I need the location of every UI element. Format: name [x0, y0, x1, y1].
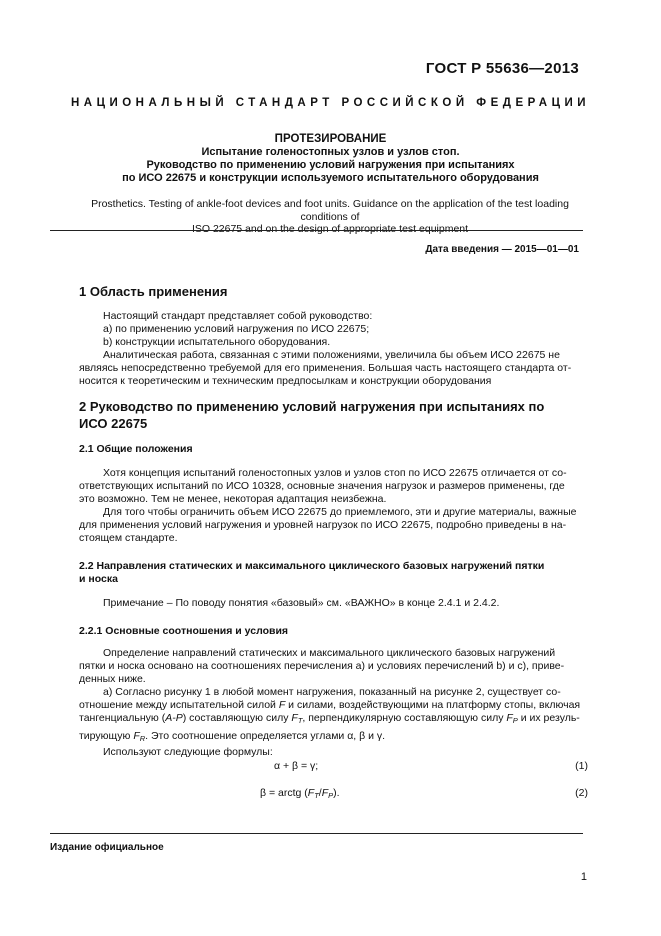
text-line: стоящем стандарте. [79, 532, 178, 544]
subsection-2-1-heading: 2.1 Общие положения [79, 443, 193, 455]
text-line: отношение между испытательной силой F и силами, воздействующими на платформу стопы, включая [79, 699, 581, 711]
title-line-3: по ИСО 22675 и конструкции используемого испытательного оборудования [122, 172, 539, 184]
title-main: ПРОТЕЗИРОВАНИЕ [274, 133, 387, 145]
text-line: b) конструкции испытательного оборудования. [103, 336, 331, 348]
subsection-2-2-1-heading: 2.2.1 Основные соотношения и условия [79, 625, 289, 637]
text-line: тангенциальную (A-P) составляющую силу $F_T$, перпендикулярную составляющую силу $F_P$ и их резуль- [79, 712, 580, 725]
title-divider [50, 230, 583, 231]
text-line: Настоящий стандарт представляет собой руководство: [103, 310, 373, 322]
formula-1: α + β = γ; [274, 760, 319, 772]
section-1-paragraph [79, 310, 584, 388]
text-line: Определение направлений статических и максимального циклического базовых нагружений [103, 647, 556, 659]
text-line: носится к теоретическим и техническим предпосылкам и конструкции оборудования [79, 375, 492, 387]
english-title-line-1: Prosthetics. Testing of ankle-foot devices and foot units. Guidance on the application of the test loading conditions of [91, 198, 569, 223]
text-line: пятки и носка основано на соотношениях перечисления a) и условиях перечислений b) и c), приве- [79, 660, 565, 672]
formula-2-number: (2) [575, 787, 588, 799]
formulas-intro: Используют следующие формулы: [103, 746, 273, 758]
text-line: тирующую $F_R$. Это соотношение определяется углами α, β и γ. [79, 730, 386, 743]
text-line: являясь непосредственно требуемой для его применения. Большая часть настоящего стандарта от- [79, 362, 572, 374]
subsection-2-1-paragraph-2 [79, 506, 584, 545]
text-line: ответствующих испытаний по ИСО 10328, основные значения нагрузок и размеров применены, где [79, 480, 565, 492]
text-line: это возможно. Тем не менее, некоторая адаптация неизбежна. [79, 493, 387, 505]
formula-1-number: (1) [575, 760, 588, 772]
formula-2: β = arctg $(F_T/F_P)$. [260, 787, 340, 800]
standard-number: ГОСТ Р 55636—2013 [425, 60, 579, 77]
text-line: a) по применению условий нагружения по ИСО 22675; [103, 323, 370, 335]
item-a-paragraph [79, 686, 584, 745]
text-line: денных ниже. [79, 673, 146, 685]
national-standard-heading: НАЦИОНАЛЬНЫЙ СТАНДАРТ РОССИЙСКОЙ ФЕДЕРАЦИИ [70, 97, 591, 109]
text-line: Хотя концепция испытаний голеностопных узлов и узлов стоп по ИСО 22675 отличается от со- [103, 467, 567, 479]
introduction-date: Дата введения — 2015—01—01 [425, 244, 579, 255]
section-2-heading [79, 398, 584, 432]
text-line: Аналитическая работа, связанная с этими положениями, увеличила бы объем ИСО 22675 не [103, 349, 560, 361]
text-line: для применения условий нагружения и уровней нагрузок по ИСО 22675, подробно приведены в на- [79, 519, 567, 531]
subsection-2-2-1-paragraph-1 [79, 647, 584, 686]
text-line: a) Согласно рисунку 1 в любой момент нагружения, показанный на рисунке 2, существует со- [103, 686, 561, 698]
section-1-heading: 1 Область применения [79, 284, 228, 299]
english-title-line-2: ISO 22675 and on the design of appropriate test equipment [191, 223, 469, 235]
heading-line: ИСО 22675 [79, 416, 148, 431]
note: Примечание – По поводу понятия «базовый» см. «ВАЖНО» в конце 2.4.1 и 2.4.2. [103, 597, 500, 609]
heading-line: и носка [79, 573, 118, 585]
text-line: Для того чтобы ограничить объем ИСО 22675 до приемлемого, эти и другие материалы, важные [103, 506, 577, 518]
subsection-2-2-heading [79, 560, 584, 586]
footer-divider [50, 833, 583, 834]
title-line-1: Испытание голеностопных узлов и узлов стоп. [201, 146, 460, 158]
document-title [50, 133, 611, 185]
heading-line: 2.2 Направления статических и максимального циклического базовых нагружений пятки [79, 560, 545, 572]
title-line-2: Руководство по применению условий нагружения при испытаниях [146, 159, 515, 171]
subsection-2-1-paragraph-1 [79, 467, 584, 506]
page-number: 1 [580, 871, 587, 883]
heading-line: 2 Руководство по применению условий нагружения при испытаниях по [79, 399, 545, 414]
official-edition-label: Издание официальное [50, 842, 164, 853]
